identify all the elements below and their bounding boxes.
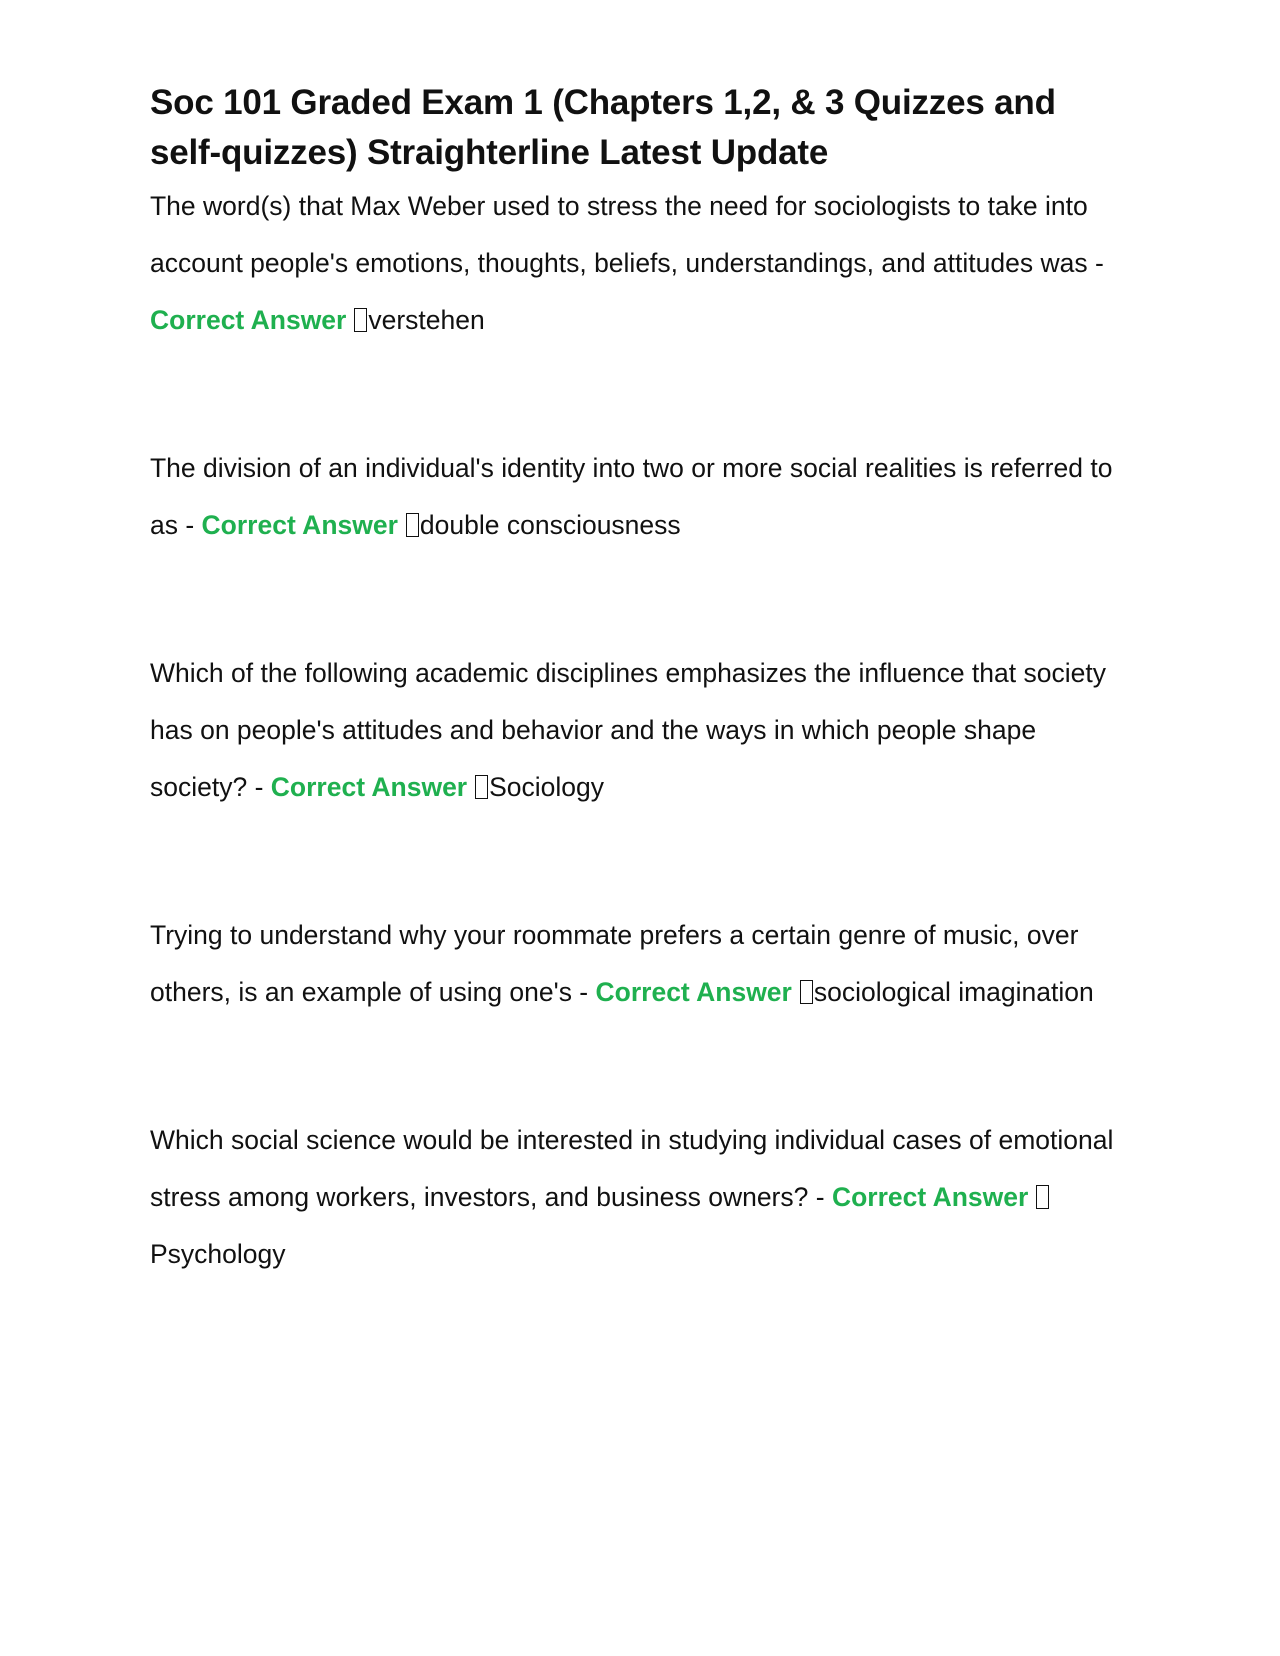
- answer-text: Sociology: [489, 772, 605, 802]
- box-glyph-icon: [354, 308, 367, 332]
- question-text: Which of the following academic disciplines emphasizes the influence that society has on people's attitudes and behavior and the ways in which people shape society? -: [150, 658, 1106, 802]
- box-glyph-icon: [1036, 1185, 1049, 1209]
- question-text: Which social science would be interested in studying individual cases of emotional stress among workers, investors, and business owners? -: [150, 1125, 1114, 1212]
- document-page: [150, 78, 1130, 1283]
- correct-answer-label: Correct Answer: [595, 977, 792, 1007]
- qa-item-3: [150, 645, 1130, 816]
- correct-answer-label: Correct Answer: [270, 772, 468, 802]
- document-title: Soc 101 Graded Exam 1 (Chapters 1,2, & 3 Quizzes and self-quizzes) Straighterline Latest Update: [150, 83, 1056, 172]
- box-glyph-icon: [406, 513, 419, 537]
- question-text: The division of an individual's identity into two or more social realities is referred to as -: [150, 453, 1113, 540]
- qa-item-5: [150, 1112, 1130, 1283]
- answer-text: verstehen: [368, 305, 485, 335]
- qa-item-2: [150, 440, 1130, 554]
- correct-answer-label: Correct Answer: [201, 510, 398, 540]
- correct-answer-label: Correct Answer: [150, 305, 347, 335]
- box-glyph-icon: [800, 980, 813, 1004]
- box-glyph-icon: [475, 775, 488, 799]
- question-text: The word(s) that Max Weber used to stress the need for sociologists to take into account people's emotions, thoughts, beliefs, understandings, and attitudes was -: [150, 191, 1104, 278]
- question-text: Trying to understand why your roommate prefers a certain genre of music, over others, is an example of using one's -: [150, 920, 1079, 1007]
- qa-item-1: [150, 178, 1130, 349]
- answer-text: Psychology: [150, 1239, 286, 1269]
- answer-text: sociological imagination: [813, 977, 1094, 1007]
- answer-text: double consciousness: [419, 510, 681, 540]
- qa-item-4: [150, 907, 1130, 1021]
- correct-answer-label: Correct Answer: [831, 1182, 1029, 1212]
